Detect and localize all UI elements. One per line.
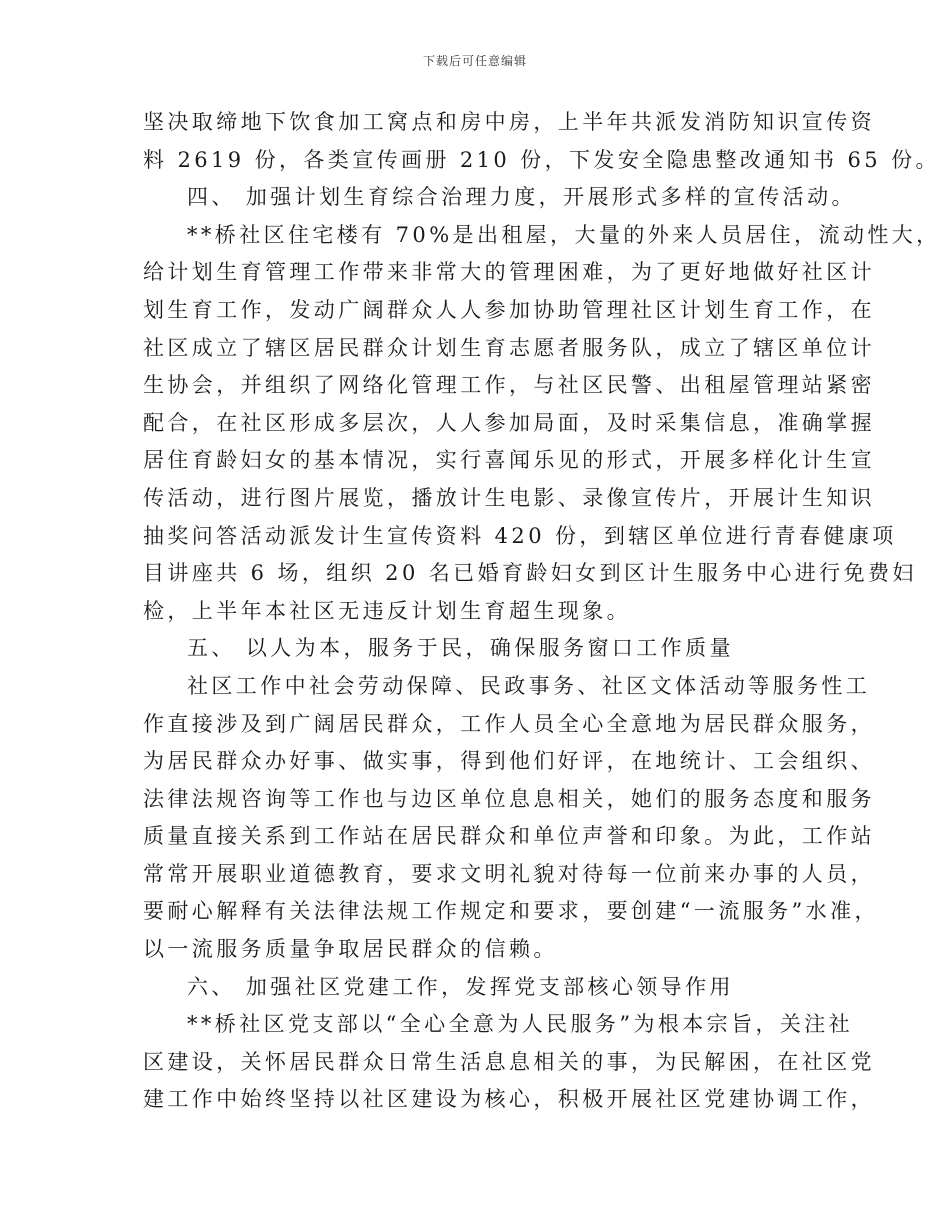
text-line: 区建设，关怀居民群众日常生活息息相关的事，为民解困，在社区党 xyxy=(143,1049,875,1074)
text-line: 传活动，进行图片展览，播放计生电影、录像宣传片，开展计生知识 xyxy=(143,485,875,510)
text-line: 六、 加强社区党建工作，发挥党支部核心领导作用 xyxy=(187,974,734,999)
text-line: 居住育龄妇女的基本情况，实行喜闻乐见的形式，开展多样化计生宣 xyxy=(143,448,875,473)
text-line: 以一流服务质量争取居民群众的信赖。 xyxy=(143,937,558,962)
text-line: 划生育工作，发动广阔群众人人参加协助管理社区计划生育工作，在 xyxy=(143,297,875,322)
text-line: 检，上半年本社区无违反计划生育超生现象。 xyxy=(143,598,631,623)
text-line: 配合，在社区形成多层次，人人参加局面，及时采集信息，准确掌握 xyxy=(143,410,875,435)
text-line: 为居民群众办好事、做实事，得到他们好评，在地统计、工会组织、 xyxy=(143,749,875,774)
text-line: 社区成立了辖区居民群众计划生育志愿者服务队，成立了辖区单位计 xyxy=(143,335,875,360)
page-header: 下载后可任意编辑 xyxy=(422,54,527,68)
text-line: **桥社区住宅楼有 70%是出租屋，大量的外来人员居住，流动性大， xyxy=(187,222,941,247)
text-line: 法律法规咨询等工作也与边区单位息息相关，她们的服务态度和服务 xyxy=(143,786,875,811)
text-line: 常常开展职业道德教育，要求文明礼貌对待每一位前来办事的人员， xyxy=(143,861,875,886)
text-line: 坚决取缔地下饮食加工窝点和房中房，上半年共派发消防知识宣传资 xyxy=(143,110,875,134)
text-line: **桥社区党支部以“全心全意为人民服务”为根本宗旨，关注社 xyxy=(187,1012,854,1037)
text-line: 给计划生育管理工作带来非常大的管理困难，为了更好地做好社区计 xyxy=(143,260,875,285)
text-line: 建工作中始终坚持以社区建设为核心，积极开展社区党建协调工作， xyxy=(143,1087,875,1112)
text-line: 作直接涉及到广阔居民群众，工作人员全心全意地为居民群众服务， xyxy=(143,711,875,736)
text-line: 社区工作中社会劳动保障、民政事务、社区文体活动等服务性工 xyxy=(187,673,871,698)
text-line: 要耐心解释有关法律法规工作规定和要求，要创建“一流服务”水准， xyxy=(143,899,879,924)
text-line: 抽奖问答活动派发计生宣传资料 420 份，到辖区单位进行青春健康项 xyxy=(143,523,897,548)
document-body xyxy=(143,104,941,1119)
text-line: 生协会，并组织了网络化管理工作，与社区民警、出租屋管理站紧密 xyxy=(143,373,875,398)
text-line: 五、 以人为本，服务于民，确保服务窗口工作质量 xyxy=(187,636,734,661)
text-line: 目讲座共 6 场，组织 20 名已婚育龄妇女到区计生服务中心进行免费妇 xyxy=(143,561,917,586)
text-line: 料 2619 份，各类宣传画册 210 份，下发安全隐患整改通知书 65 份。 xyxy=(143,147,940,172)
text-line: 四、 加强计划生育综合治理力度，开展形式多样的宣传活动。 xyxy=(187,185,856,210)
text-line: 质量直接关系到工作站在居民群众和单位声誉和印象。为此，工作站 xyxy=(143,824,875,849)
